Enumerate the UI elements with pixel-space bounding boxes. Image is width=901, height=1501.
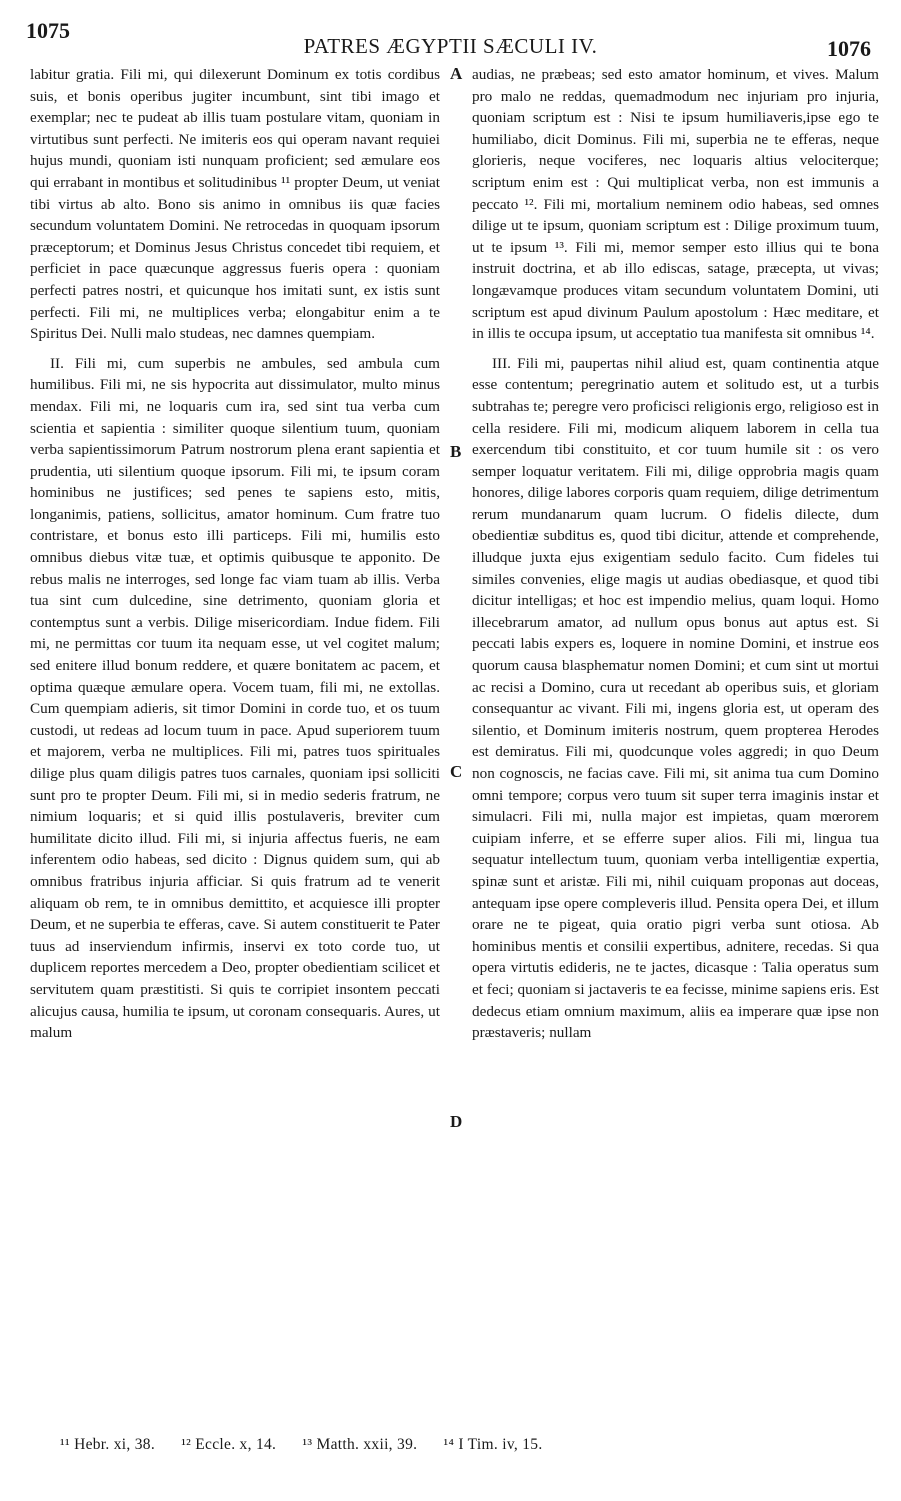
left-column (30, 64, 440, 1044)
running-head-title: PATRES ÆGYPTII SÆCULI IV. (303, 34, 598, 58)
right-paragraph-2: III. Fili mi, paupertas nihil aliud est, quam continentia atque esse contentum; peregrinatio autem et solitudo est, ut a turbis subtrahas te; peregre vero proficisci religionis ergo, religioso est in cella residere. Fili mi, modicum aliquem laborem in cella tua exercendum tibi constituito, et cor tuum humile sit : os vero semper loquatur veritatem. Fili mi, dilige opprobria magis quam honores, dilige labores corporis quam requiem, dilige detrimentum rerum mundanarum quam lucrum. O fidelis dilecte, dum obedientiæ subditus es, quod tibi dicitur, attende et comprehende, illudque juxta ejus exigentiam sedulo facito. Cum fideles tui similes convenies, elige magis ut audias obediasque, et quod tibi dicitur intelligas; et hoc est impendio melius, quam loqui. Homo illecebrarum amator, ad nullum opus bonus aut aptus est. Si peccati labis expers es, loquere in nomine Domini, et instrue eos quorum causa blasphematur nomen Domini; et cum sint ut mortui ac recisi a Domino, cura ut recedant ab operibus suis, et gloriam consequantur ac vivant. Fili mi, ingens gloria est, ut operam des silentio, et Dominum imiteris nostrum, quem propterea Herodes est demiratus. Fili mi, quodcunque voles aggredi; in quo Deum non cognoscis, ne facias cave. Fili mi, sit anima tua cum Domino omni tempore; corpus vero tuum sit super terra imaginis instar et simulacri. Fili mi, nulla major est impietas, quam mœrorem cuipiam inferre, et se efferre super alios. Fili mi, lingua tua sequatur intellectum tuum, quoniam verba intelligentiæ expertia, spinæ sunt et aristæ. Fili mi, nihil cuiquam proponas aut doceas, antequam ipse opere compleveris illud. Pensita opera Dei, et illum orare ne te pigeat, quia oratio pigri verba sunt otiosa. Ab hominibus mentis et consilii expertibus, adnitere, recedas. Si qua opera virtutis edideris, ne te jactes, dicasque : Talia operatus sum et feci; quoniam si jactaveris te ea fecisse, minime sapiens eris. Est dedecus etiam omnium maximum, aliis ea imperare quæ ipse non præstaveris; nullam (472, 354, 879, 1042)
footnote-11: ¹¹ Hebr. xi, 38. (60, 1436, 156, 1453)
right-page-number: 1076 (827, 36, 871, 61)
margin-marker-a: A (450, 64, 463, 83)
footnote-13: ¹³ Matth. xxii, 39. (302, 1436, 418, 1453)
footnotes (60, 1436, 860, 1454)
margin-marker-c: C (450, 762, 463, 781)
margin-marker-b: B (450, 442, 462, 461)
left-page-number: 1075 (26, 18, 70, 43)
footnote-12: ¹² Eccle. x, 14. (181, 1436, 277, 1453)
right-paragraph-1: audias, ne præbeas; sed esto amator hominum, et vives. Malum pro malo ne reddas, quemadmodum nec injuriam pro injuria, quoniam scriptum est : Nisi te ipsum humiliaveris,ipse ego te humiliabo, dicit Dominus. Fili mi, superbia ne te efferas, neque glorieris, neque vociferes, nec loquaris altius velociterque; scriptum enim est : Qui multiplicat verba, non est immunis a peccato ¹². Fili mi, mortalium neminem odio habeas, sed omnes dilige ut te ipsum, quoniam scriptum est : Dilige proximum tuum, ut te ipsum ¹³. Fili mi, memor semper esto illius qui te bona instruit doctrina, et ab illo ediscas, satage, præcepta, ut vivas; longævamque produces vitam secundum voluntatem Domini, uti scriptum est apud divinum Paulum apostolum : Hæc meditare, et in illis te occupa ipsum, ut acceptatio tua manifesta sit omnibus ¹⁴. (472, 66, 879, 343)
footnote-14: ¹⁴ I Tim. iv, 15. (443, 1436, 543, 1453)
margin-marker-d: D (450, 1112, 463, 1131)
right-column (472, 64, 879, 1044)
left-paragraph-2: II. Fili mi, cum superbis ne ambules, sed ambula cum humilibus. Fili mi, ne sis hypocrita aut dissimulator, multo minus mendax. Fili mi, ne loquaris cum ira, sed sint tua verba cum scientia et sapientia : similiter quoque silentium tuum, quoniam verba sapientissimorum Patrum nostrorum plena erant sapientia et prudentia, uti silentium quoque ipsorum. Fili mi, te ipsum coram hominibus ne justifices; sed penes te sapiens esto, mitis, longanimis, patiens, sollicitus, amator hominum. Cum fratre tuo contristare, et bonus esto illi particeps. Fili mi, humilis esto omnibus diebus vitæ tuæ, et optimis quibusque te apponito. De rebus malis ne interroges, sed longe fac viam tuam ab illis. Verba tua sint cum dulcedine, sine detrimento, quoniam gloria et contemptus sunt a verbis. Dilige misericordiam. Indue fidem. Fili mi, ne permittas cor tuum ita nequam esse, ut vel cogitet malum; sed enitere illud bonum reddere, et quære bonitatem ac pacem, et optima quæque æmulare opera. Vocem tuam, fili mi, ne extollas. Cum quempiam adieris, sit timor Domini in corde tuo, et os tuum custodi, ut redeas ad locum tuum in pace. Apud superiorem tuum et majorem, verba ne multiplices. Fili mi, patres tuos spirituales dilige plus quam diligis patres tuos carnales, quoniam ipsi solliciti sunt pro te propter Deum. Fili mi, si in medio sederis fratrum, ne nimium loquaris; et si quid illis postulaveris, breviter cum humilitate dicito illud. Fili mi, si injuria affectus fueris, ne eam inferentem odio habeas, sed dicito : Dignus quidem sum, qui ab omnibus fratribus injuria afficiar. Si quis fratrum ad te venerit aliquam ob rem, te in omnibus demittito, et acquiesce illi propter Deum, et ne superbia te efferas, cave. Si autem constituerit te Pater tuus ad inserviendum infirmis, inservi ex toto corde tuo, ut duplicem reportes mercedem a Deo, propter obedientiam scilicet et servitutem quam præstitisti. Si quis te corripiet insontem peccati alicujus causa, humilia te ipsum, ut coronam consequaris. Aures, ut malum (30, 354, 440, 1042)
left-paragraph-1: labitur gratia. Fili mi, qui dilexerunt Dominum ex totis cordibus suis, et bonis operibus jugiter incumbunt, sint tibi imago et exemplar; nec te pudeat ab illis tuam postulare vitam, quoniam in virtutibus sunt perfecti. Ne imiteris eos qui operam navant requiei hujus mundi, quoniam isti nunquam proficient; sed æmulare eos qui errabant in montibus et solitudinibus ¹¹ propter Deum, ut veniat tibi virtus ab alto. Bono sis animo in omnibus iis quæ facies secundum voluntatem Domini. Ne retrocedas in quoquam ipsorum præceptorum; et Dominus Jesus Christus concedet tibi requiem, et perficiet in pace quæcunque aggressus fueris opera : quoniam perfecti patres nostri, et quicunque hos imitati sunt, ex istis sunt perfecti. Fili mi, ne multiplices verba; elongabitur enim a te Spiritus Dei. Nulli malo studeas, nec damnes quempiam. (30, 66, 440, 343)
